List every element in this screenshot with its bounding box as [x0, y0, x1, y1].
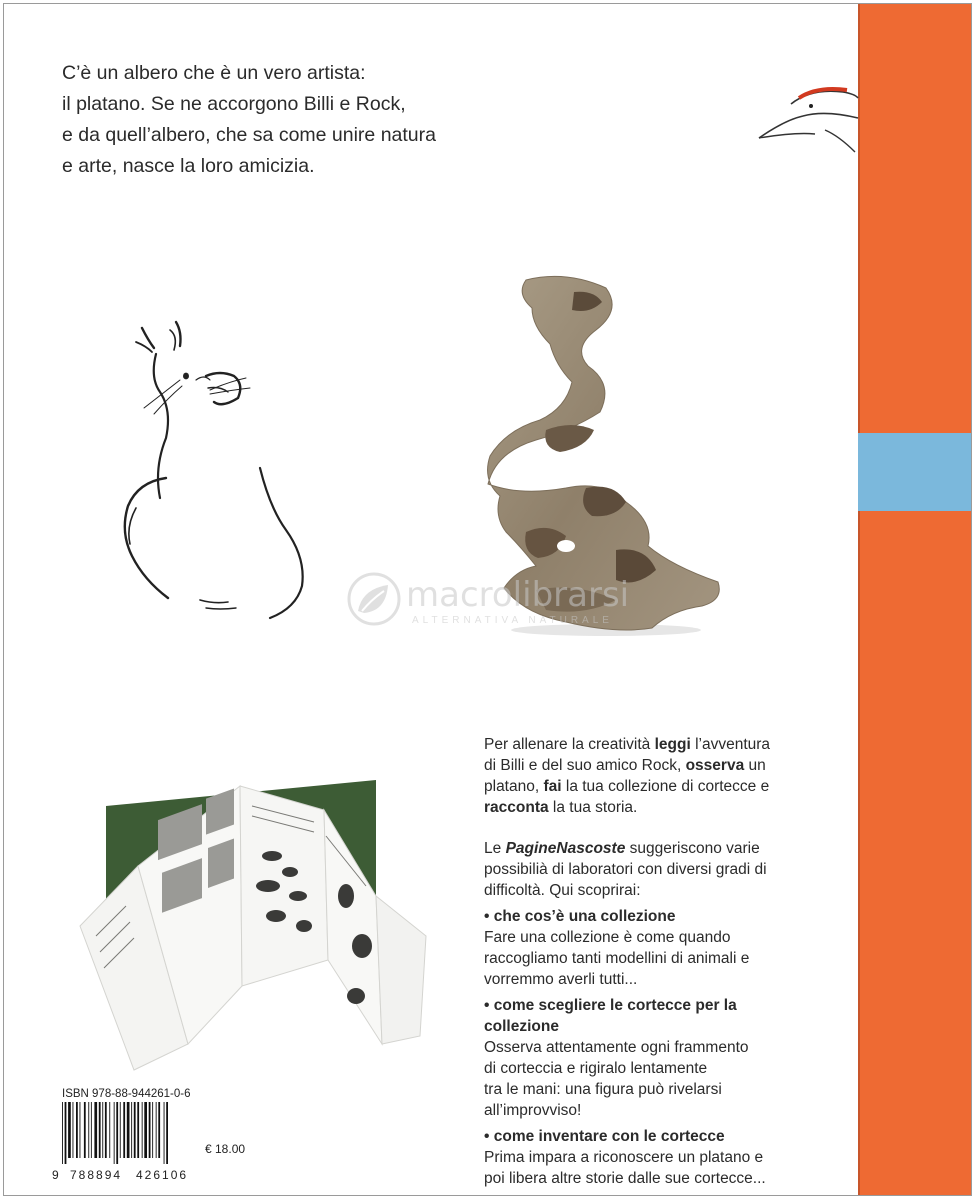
blurb-line: [484, 776, 814, 797]
text-run: un: [744, 757, 766, 774]
barcode-bar: [109, 1102, 110, 1158]
intro-line: e arte, nasce la loro amicizia.: [62, 155, 315, 177]
text-run: platano,: [484, 778, 544, 795]
blurb-line: [484, 755, 814, 776]
barcode-bar: [149, 1102, 151, 1158]
spine-blue-band: [858, 433, 971, 511]
barcode-bar: [131, 1102, 132, 1158]
text-run: Per allenare la creatività: [484, 736, 655, 753]
barcode-bar: [80, 1102, 81, 1158]
barcode-bar: [142, 1102, 143, 1158]
blurb-line: difficoltà. Qui scoprirai:: [484, 882, 641, 899]
intro-line: il platano. Se ne accorgono Billi e Rock,: [62, 93, 406, 115]
blurb-line: [484, 734, 814, 755]
barcode-bar: [91, 1102, 92, 1158]
text-run: la tua collezione di cortecce e: [561, 778, 770, 795]
item-body-line: di corteccia e rigiralo lentamente: [484, 1060, 708, 1077]
barcode-bar: [88, 1102, 89, 1158]
text-run-bold: osserva: [685, 757, 745, 774]
barcode-bar: [152, 1102, 153, 1158]
blurb-line: [484, 838, 814, 859]
blurb-line: [484, 797, 814, 818]
barcode-bar: [156, 1102, 157, 1158]
intro-text: [62, 58, 522, 182]
barcode-bar: [114, 1102, 115, 1164]
barcode-bar: [73, 1102, 74, 1158]
barcode-bar: [62, 1102, 63, 1164]
series-name: PagineNascoste: [505, 840, 626, 857]
item-heading: • come scegliere le cortecce per la: [484, 997, 737, 1014]
foldout-booklet-photo: [76, 776, 436, 1072]
book-spine: [858, 4, 971, 1195]
barcode-bar: [123, 1102, 125, 1158]
barcode-bar: [127, 1102, 130, 1158]
item-heading: collezione: [484, 1018, 559, 1035]
barcode-bar: [65, 1102, 67, 1164]
item-body-line: tra le mani: una figura può rivelarsi: [484, 1081, 722, 1098]
description-text: [484, 734, 814, 1189]
barcode-bar: [166, 1102, 168, 1164]
watermark: [342, 567, 672, 637]
bird-drawing: [755, 80, 859, 160]
text-run-bold: leggi: [654, 736, 691, 753]
barcode-bar: [134, 1102, 136, 1158]
item-heading: • come inventare con le cortecce: [484, 1128, 725, 1145]
barcode-bar: [68, 1102, 71, 1158]
barcode-bar: [120, 1102, 121, 1158]
item-body-line: Prima impara a riconoscere un platano e: [484, 1149, 764, 1166]
barcode-bar: [105, 1102, 107, 1158]
intro-line: C’è un albero che è un vero artista:: [62, 62, 366, 84]
item-body-line: Fare una collezione è come quando: [484, 929, 731, 946]
barcode-bar: [99, 1102, 101, 1158]
barcode-bar: [102, 1102, 103, 1158]
watermark-brand: macrolibrarsi: [406, 575, 630, 615]
item-heading: • che cos’è una collezione: [484, 908, 676, 925]
text-run: l’avventura: [690, 736, 771, 753]
text-run: la tua storia.: [548, 799, 638, 816]
item-body-line: Osserva attentamente ogni frammento: [484, 1039, 749, 1056]
barcode-bar: [158, 1102, 160, 1158]
spine-edge: [858, 4, 860, 1195]
barcode: [60, 1102, 200, 1164]
barcode-bar: [137, 1102, 139, 1158]
item-body-line: raccogliamo tanti modellini di animali e: [484, 950, 750, 967]
barcode-bar: [76, 1102, 78, 1158]
text-run: di Billi e del suo amico Rock,: [484, 757, 686, 774]
squirrel-drawing: [110, 318, 310, 628]
isbn-label: ISBN 978-88-944261-0-6: [62, 1088, 191, 1100]
blurb-line: possibilià di laboratori con diversi gradi di: [484, 861, 767, 878]
text-run: suggeriscono varie: [625, 840, 760, 857]
barcode-digits-left: 788894: [70, 1168, 123, 1182]
barcode-bar: [144, 1102, 147, 1158]
item-body-line: poi libera altre storie dalle sue cortecce...: [484, 1170, 766, 1187]
item-body-line: vorremmo averli tutti...: [484, 971, 638, 988]
item-body-line: all’improvviso!: [484, 1102, 582, 1119]
price-label: € 18.00: [205, 1142, 246, 1156]
barcode-digits-right: 426106: [136, 1168, 189, 1182]
intro-line: e da quell’albero, che sa come unire natura: [62, 124, 436, 146]
text-run: Le: [484, 840, 506, 857]
barcode-bar: [84, 1102, 86, 1158]
text-run-bold: racconta: [484, 799, 549, 816]
watermark-tagline: ALTERNATIVA NATURALE: [412, 615, 613, 626]
barcode-bar: [94, 1102, 97, 1158]
barcode-digit-first: 9: [52, 1168, 59, 1182]
leaf-logo-icon: [346, 571, 402, 627]
barcode-bar: [116, 1102, 118, 1164]
text-run-bold: fai: [543, 778, 562, 795]
barcode-bar: [164, 1102, 165, 1164]
